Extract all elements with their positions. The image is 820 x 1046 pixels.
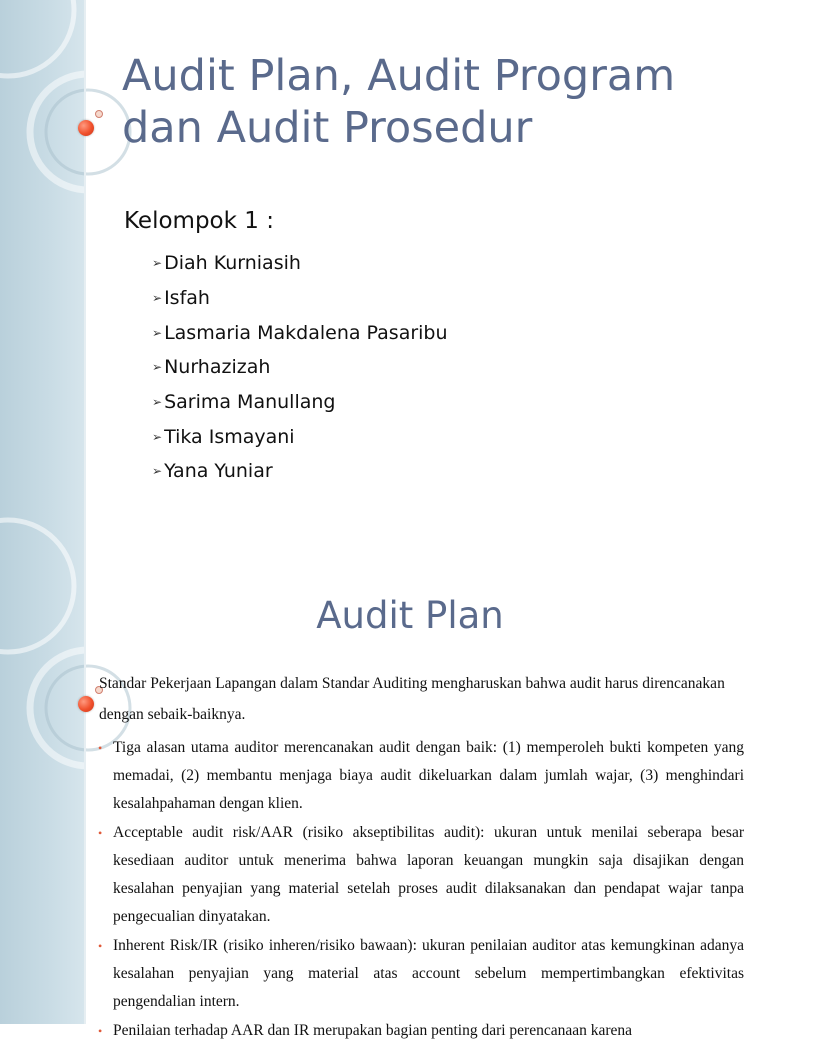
list-item: ➢ Diah Kurniasih — [152, 246, 448, 281]
list-item: ➢ Tika Ismayani — [152, 419, 448, 454]
list-item: • Acceptable audit risk/AAR (risiko akseptibilitas audit): ukuran untuk menilai seberapa besar kesediaan auditor untuk menerima bahwa laporan keuangan mungkin saja disajikan dengan kesalahan penyajian yang material setelah proses audit dilaksanakan dan pendapat wajar tanpa pengecualian dinyatakan. — [98, 819, 744, 931]
arrow-bullet-icon: ➢ — [152, 429, 163, 444]
bullet-dot-icon: • — [98, 741, 103, 755]
bullet-dot-icon: • — [98, 939, 103, 953]
accent-dot-icon — [78, 120, 94, 136]
sidebar-divider — [84, 576, 86, 1024]
circles-decoration — [0, 0, 84, 576]
list-item: ➢ Yana Yuniar — [152, 454, 448, 489]
group-label: Kelompok 1 : — [124, 208, 274, 234]
arrow-bullet-icon: ➢ — [152, 291, 163, 306]
bullet-dot-icon: • — [98, 1024, 103, 1038]
sidebar-decoration — [0, 576, 84, 1024]
accent-dot-icon — [78, 696, 94, 712]
sidebar-decoration — [0, 0, 84, 576]
arrow-bullet-icon: ➢ — [152, 360, 163, 375]
list-item: ➢ Lasmaria Makdalena Pasaribu — [152, 315, 448, 350]
arrow-bullet-icon: ➢ — [152, 325, 163, 340]
arrow-bullet-icon: ➢ — [152, 256, 163, 271]
list-item: • Penilaian terhadap AAR dan IR merupakan bagian penting dari perencanaan karena — [98, 1017, 744, 1045]
list-item: ➢ Isfah — [152, 281, 448, 316]
small-dot-icon — [95, 110, 103, 118]
list-item: ➢ Nurhazizah — [152, 350, 448, 385]
arrow-bullet-icon: ➢ — [152, 464, 163, 479]
arrow-bullet-icon: ➢ — [152, 395, 163, 410]
slide-title: Audit Plan, Audit Program dan Audit Prosedur — [122, 51, 676, 153]
sidebar-divider — [84, 0, 86, 576]
list-item: • Tiga alasan utama auditor merencanakan audit dengan baik: (1) memperoleh bukti kompeten yang memadai, (2) membantu menjaga biaya audit dikeluarkan dalam jumlah wajar, (3) menghindari kesalahpahaman dengan klien. — [98, 734, 744, 818]
slide-2 — [0, 576, 768, 1039]
bullet-dot-icon: • — [98, 826, 103, 840]
slide-title: Audit Plan — [316, 594, 504, 637]
circles-decoration — [0, 576, 84, 1024]
bullet-list — [98, 734, 744, 1046]
member-list — [152, 246, 448, 489]
list-item: ➢ Sarima Manullang — [152, 385, 448, 420]
list-item: • Inherent Risk/IR (risiko inheren/risiko bawaan): ukuran penilaian auditor atas kemungkinan adanya kesalahan penyajian yang material atas account sebelum mempertimbangkan efektivitas pengendalian intern. — [98, 932, 744, 1016]
intro-paragraph: Standar Pekerjaan Lapangan dalam Standar Auditing mengharuskan bahwa audit harus direncanakan dengan sebaik-baiknya. — [99, 675, 725, 723]
